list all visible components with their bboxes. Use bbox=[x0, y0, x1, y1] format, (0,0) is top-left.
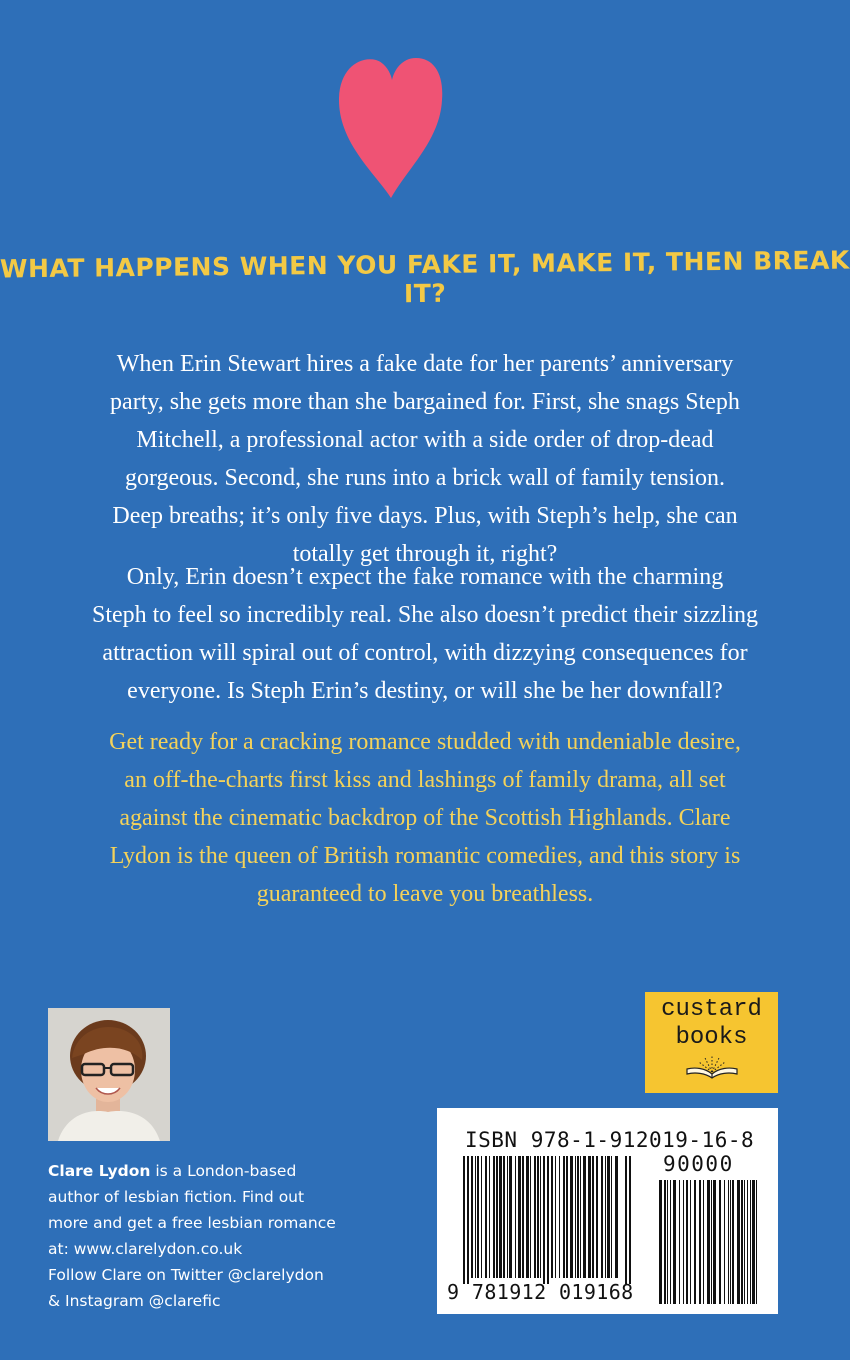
publisher-name-line-2: books bbox=[675, 1024, 748, 1051]
isbn-label: ISBN 978-1-912019-16-8 bbox=[465, 1128, 755, 1152]
barcode-bar bbox=[683, 1180, 684, 1304]
barcode-bar bbox=[659, 1180, 662, 1304]
barcode-bar bbox=[752, 1180, 755, 1304]
barcode-bar bbox=[730, 1180, 731, 1304]
barcode-bar bbox=[750, 1180, 751, 1304]
barcode-guard-bar bbox=[625, 1156, 627, 1284]
barcode-bar bbox=[611, 1156, 612, 1278]
barcode-bar bbox=[471, 1156, 473, 1278]
barcode-bar bbox=[509, 1156, 512, 1278]
author-instagram: & Instagram @clarefic bbox=[48, 1292, 221, 1310]
barcode-guard-bar bbox=[467, 1156, 469, 1284]
barcode-bar bbox=[575, 1156, 576, 1278]
author-website: at: www.clarelydon.co.uk bbox=[48, 1240, 243, 1258]
barcode-bar bbox=[577, 1156, 579, 1278]
barcode-bar bbox=[679, 1180, 680, 1304]
barcode-bar bbox=[713, 1180, 716, 1304]
barcode-bar bbox=[699, 1180, 701, 1304]
barcode-bar bbox=[737, 1180, 740, 1304]
barcode-bar bbox=[503, 1156, 505, 1278]
blurb-line: gorgeous. Second, she runs into a brick wall of family tension. bbox=[124, 465, 726, 491]
barcode-bar bbox=[588, 1156, 591, 1278]
barcode-bar bbox=[741, 1180, 743, 1304]
barcode-bar bbox=[601, 1156, 603, 1278]
blurb-line: Mitchell, a professional actor with a side order of drop-dead bbox=[136, 427, 714, 453]
barcode-bar bbox=[566, 1156, 568, 1278]
blurb-line: Steph to feel so incredibly real. She also doesn’t predict their sizzling bbox=[91, 602, 759, 628]
blurb-line: attraction will spiral out of control, with dizzying consequences for bbox=[102, 640, 748, 666]
barcode-bar bbox=[477, 1156, 479, 1278]
barcode-bar bbox=[667, 1180, 668, 1304]
barcode-bar bbox=[719, 1180, 721, 1304]
barcode-bar bbox=[481, 1156, 482, 1278]
barcode-bar bbox=[732, 1180, 734, 1304]
barcode-bar bbox=[724, 1180, 725, 1304]
barcode-bar bbox=[507, 1156, 508, 1278]
heart-icon bbox=[336, 50, 446, 200]
barcode-bar bbox=[703, 1180, 704, 1304]
barcode-bar bbox=[489, 1156, 490, 1278]
barcode-bar bbox=[664, 1180, 666, 1304]
author-bio bbox=[48, 1158, 378, 1314]
barcode-bar bbox=[485, 1156, 487, 1278]
blurb-line: totally get through it, right? bbox=[292, 541, 558, 567]
blurb-line: everyone. Is Steph Erin’s destiny, or will she be her downfall? bbox=[127, 678, 723, 704]
barcode-bar bbox=[493, 1156, 495, 1278]
barcode-guard-bar bbox=[547, 1156, 549, 1284]
blurb-line: against the cinematic backdrop of the Scottish Highlands. Clare bbox=[119, 805, 731, 831]
author-photo bbox=[48, 1008, 170, 1141]
barcode-bar bbox=[670, 1180, 671, 1304]
barcode-bar bbox=[522, 1156, 524, 1278]
blurb-paragraph-2 bbox=[60, 558, 790, 710]
barcode-bar bbox=[747, 1180, 748, 1304]
barcode-bar bbox=[555, 1156, 556, 1278]
barcode-bar bbox=[537, 1156, 539, 1278]
author-name: Clare Lydon bbox=[48, 1162, 151, 1180]
barcode-bar bbox=[690, 1180, 691, 1304]
barcode bbox=[437, 1108, 778, 1314]
barcode-bar bbox=[728, 1180, 729, 1304]
barcode-bar bbox=[694, 1180, 696, 1304]
barcode-bar bbox=[559, 1156, 560, 1278]
barcode-bar bbox=[551, 1156, 553, 1278]
author-twitter: Follow Clare on Twitter @clarelydon bbox=[48, 1266, 324, 1284]
barcode-bar bbox=[515, 1156, 516, 1278]
author-bio-text: is a London-based bbox=[150, 1162, 297, 1180]
blurb-line: Only, Erin doesn’t expect the fake romance with the charming bbox=[126, 564, 724, 590]
barcode-bar bbox=[707, 1180, 710, 1304]
barcode-bar bbox=[563, 1156, 565, 1278]
barcode-bar bbox=[475, 1156, 476, 1278]
blurb-line: guaranteed to leave you breathless. bbox=[256, 881, 594, 907]
barcode-guard-bar bbox=[629, 1156, 631, 1284]
blurb-line: When Erin Stewart hires a fake date for her parents’ anniversary bbox=[116, 351, 734, 377]
barcode-bar bbox=[534, 1156, 536, 1278]
barcode-bar bbox=[499, 1156, 502, 1278]
barcode-bar bbox=[583, 1156, 586, 1278]
barcode-bar bbox=[686, 1180, 688, 1304]
blurb-paragraph-1 bbox=[60, 345, 790, 573]
barcode-bar bbox=[592, 1156, 594, 1278]
barcode-bar bbox=[607, 1156, 610, 1278]
blurb-line: Lydon is the queen of British romantic comedies, and this story is bbox=[109, 843, 741, 869]
barcode-bar bbox=[596, 1156, 598, 1278]
tagline: WHAT HAPPENS WHEN YOU FAKE IT, MAKE IT, THEN BREAK IT? bbox=[0, 245, 850, 309]
blurb-line: an off-the-charts first kiss and lashings of family drama, all set bbox=[124, 767, 726, 793]
barcode-bar bbox=[756, 1180, 757, 1304]
blurb-line: Get ready for a cracking romance studded with undeniable desire, bbox=[109, 729, 741, 755]
barcode-bar bbox=[605, 1156, 606, 1278]
open-book-icon bbox=[685, 1054, 739, 1080]
blurb-line: party, she gets more than she bargained for. First, she snags Steph bbox=[110, 389, 740, 415]
barcode-bar bbox=[711, 1180, 712, 1304]
barcode-bar bbox=[570, 1156, 573, 1278]
barcode-bar bbox=[744, 1180, 745, 1304]
publisher-logo bbox=[645, 992, 778, 1093]
barcode-bar bbox=[673, 1180, 676, 1304]
barcode-bar bbox=[526, 1156, 529, 1278]
barcode-bar bbox=[496, 1156, 498, 1278]
barcode-digits: 9 781912 019168 bbox=[447, 1280, 634, 1304]
blurb-line: Deep breaths; it’s only five days. Plus, with Steph’s help, she can bbox=[112, 503, 738, 529]
barcode-addon-number: 90000 bbox=[663, 1152, 734, 1176]
barcode-bar bbox=[580, 1156, 581, 1278]
barcode-guard-bar bbox=[463, 1156, 465, 1284]
publisher-name-line-1: custard bbox=[661, 996, 762, 1023]
barcode-guard-bar bbox=[543, 1156, 545, 1284]
author-bio-line: author of lesbian fiction. Find out bbox=[48, 1188, 305, 1206]
author-bio-line: more and get a free lesbian romance bbox=[48, 1214, 336, 1232]
barcode-bar bbox=[615, 1156, 618, 1278]
barcode-bar bbox=[518, 1156, 521, 1278]
barcode-bar bbox=[530, 1156, 531, 1278]
blurb-paragraph-3 bbox=[60, 723, 790, 913]
barcode-bar bbox=[540, 1156, 541, 1278]
